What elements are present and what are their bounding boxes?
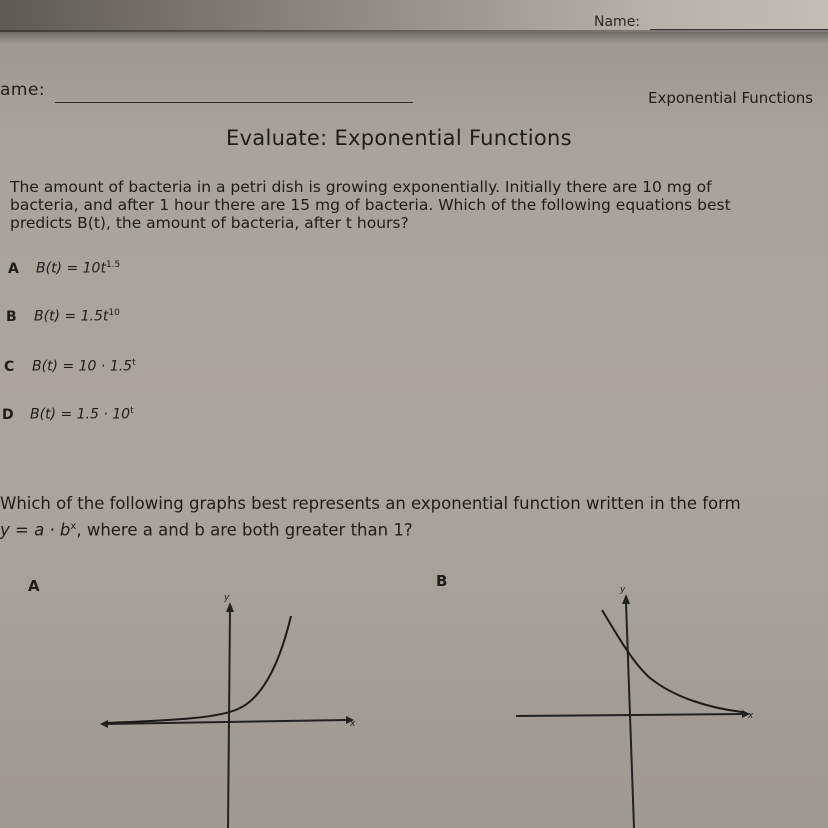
answer-option-c[interactable] — [4, 358, 136, 375]
question-1-line-1: The amount of bacteria in a petri dish is growing exponentially. Initially there are 10 mg of — [10, 178, 712, 196]
question-2-line-2 — [0, 515, 828, 542]
formula: y = a · b — [0, 520, 71, 540]
graph-b-x-label: x — [748, 711, 754, 721]
option-exponent: t — [130, 406, 134, 416]
question-1-text — [10, 178, 810, 232]
graph-a-x-arrow-left — [100, 720, 108, 728]
name-label: ame: — [0, 80, 46, 100]
name-field-line — [55, 102, 413, 103]
question-1-line-3: predicts B(t), the amount of bacteria, after t hours? — [10, 214, 409, 232]
subject-header: Exponential Functions — [648, 89, 814, 107]
graph-b-label[interactable]: B — [436, 572, 448, 590]
graph-a-y-label: y — [224, 593, 230, 603]
graph-a-y-axis — [228, 610, 230, 828]
option-text: B(t) = 1.5t — [34, 308, 109, 325]
top-name-label: Name: — [594, 14, 641, 30]
answer-option-d[interactable] — [2, 406, 134, 423]
page-title: Evaluate: Exponential Functions — [226, 126, 572, 150]
background-page-strip — [0, 0, 828, 32]
graph-b-y-label: y — [620, 585, 626, 595]
graph-a-curve — [106, 616, 291, 723]
option-exponent: 1.5 — [105, 260, 121, 270]
option-text: B(t) = 1.5 · 10 — [30, 406, 131, 423]
graph-a-x-label: x — [350, 719, 356, 729]
graph-b-y-arrow — [622, 594, 630, 604]
graph-b-curve — [602, 610, 742, 712]
graph-b[interactable] — [510, 585, 760, 828]
question-2-line-1: Which of the following graphs best represents an exponential function written in the form — [0, 494, 741, 513]
question-2-text — [0, 492, 828, 542]
graph-a[interactable] — [98, 592, 362, 828]
option-letter: C — [4, 358, 15, 375]
option-exponent: 10 — [108, 308, 120, 318]
answer-option-b[interactable] — [6, 308, 120, 325]
option-exponent: t — [132, 358, 136, 368]
graph-a-y-arrow — [226, 602, 234, 612]
option-text: B(t) = 10 · 1.5 — [32, 358, 133, 375]
graph-a-label[interactable]: A — [28, 577, 40, 595]
option-text: B(t) = 10t — [36, 260, 106, 277]
option-letter: A — [8, 260, 19, 277]
option-letter: B — [6, 308, 17, 325]
question-2-line-2-rest: , where a and b are both greater than 1? — [76, 520, 413, 540]
question-1-line-2: bacteria, and after 1 hour there are 15 mg of bacteria. Which of the following equations best — [10, 196, 731, 214]
option-letter: D — [2, 406, 14, 423]
formula-exponent: x — [70, 521, 77, 532]
answer-option-a[interactable] — [8, 260, 120, 277]
page-shadow — [0, 30, 828, 44]
